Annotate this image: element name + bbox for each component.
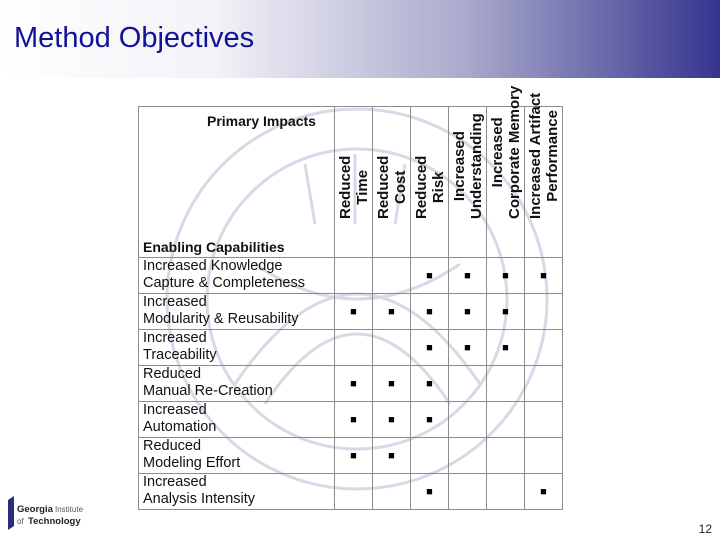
- capability-label: Reduced Modeling Effort: [139, 438, 335, 474]
- impact-mark: [487, 366, 525, 402]
- georgia-tech-logo: [6, 496, 116, 530]
- table-row: [139, 366, 563, 402]
- impact-mark: [487, 402, 525, 438]
- capability-label: Increased Knowledge Capture & Completeness: [139, 258, 335, 294]
- impact-mark: ■: [525, 258, 563, 294]
- svg-text:Institute: Institute: [55, 505, 84, 514]
- impact-mark: [335, 330, 373, 366]
- impact-mark: ■: [449, 258, 487, 294]
- header-band: [0, 0, 720, 78]
- capability-label: Increased Automation: [139, 402, 335, 438]
- impact-header-line1: Reduced: [374, 155, 392, 219]
- impact-header: [335, 107, 373, 258]
- impact-header-line1: Increased Artifact: [526, 92, 544, 219]
- capability-label: Increased Analysis Intensity: [139, 474, 335, 510]
- impact-header: [487, 85, 525, 258]
- impact-mark: ■: [487, 294, 525, 330]
- impact-mark: [525, 402, 563, 438]
- impact-header-line1: Increased: [450, 131, 468, 202]
- capability-label: Increased Traceability: [139, 330, 335, 366]
- impact-mark: [487, 438, 525, 474]
- impact-header-line2: Corporate Memory: [505, 85, 523, 219]
- impact-header: [449, 107, 487, 258]
- impact-header-line1: Reduced: [336, 155, 354, 219]
- impact-header-line2: Risk: [429, 171, 447, 204]
- capability-label: Reduced Manual Re-Creation: [139, 366, 335, 402]
- impact-matrix-table: [138, 85, 563, 510]
- table-row: [139, 402, 563, 438]
- table-row: [139, 294, 563, 330]
- impact-mark: [373, 474, 411, 510]
- impact-mark: ■: [411, 366, 449, 402]
- impact-header: [525, 92, 563, 258]
- impact-header-line2: Time: [353, 169, 371, 205]
- impact-mark: ■: [487, 258, 525, 294]
- impact-header-line2: Understanding: [467, 113, 485, 219]
- impact-header-line1: Reduced: [412, 155, 430, 219]
- capability-label: Increased Modularity & Reusability: [139, 294, 335, 330]
- impact-mark: ■: [373, 294, 411, 330]
- impact-mark: ■: [411, 330, 449, 366]
- impact-header-line2: Cost: [391, 170, 409, 204]
- page-number: 12: [698, 522, 712, 536]
- enabling-capabilities-label: Enabling Capabilities: [143, 239, 285, 255]
- table-row: [139, 438, 563, 474]
- matrix-corner-cell: [139, 107, 335, 258]
- svg-text:Technology: Technology: [28, 516, 81, 527]
- impact-mark: ■: [335, 294, 373, 330]
- impact-mark: [525, 330, 563, 366]
- impact-mark: ■: [411, 402, 449, 438]
- impact-mark: [525, 366, 563, 402]
- impact-mark: ■: [373, 438, 411, 474]
- impact-header: [411, 107, 449, 258]
- table-row: [139, 330, 563, 366]
- impact-mark: ■: [373, 366, 411, 402]
- impact-mark: [373, 330, 411, 366]
- impact-mark: ■: [449, 330, 487, 366]
- impact-mark: ■: [335, 438, 373, 474]
- impact-mark: ■: [411, 294, 449, 330]
- impact-mark: [525, 438, 563, 474]
- impact-mark: [335, 258, 373, 294]
- impact-header-line2: Performance: [543, 110, 561, 202]
- primary-impacts-label: Primary Impacts: [207, 113, 316, 129]
- slide-title: Method Objectives: [14, 22, 255, 54]
- impact-mark: [449, 438, 487, 474]
- table-row: [139, 474, 563, 510]
- impact-mark: [487, 474, 525, 510]
- impact-mark: [449, 366, 487, 402]
- impact-mark: [449, 474, 487, 510]
- impact-mark: [449, 402, 487, 438]
- impact-mark: [525, 294, 563, 330]
- impact-mark: ■: [335, 366, 373, 402]
- impact-mark: ■: [525, 474, 563, 510]
- impact-mark: ■: [411, 258, 449, 294]
- impact-mark: ■: [335, 402, 373, 438]
- impact-mark: ■: [487, 330, 525, 366]
- impact-mark: [373, 258, 411, 294]
- impact-mark: ■: [449, 294, 487, 330]
- impact-mark: [335, 474, 373, 510]
- impact-header-line1: Increased: [488, 117, 506, 188]
- impact-mark: ■: [373, 402, 411, 438]
- table-row: [139, 258, 563, 294]
- impact-mark: [411, 438, 449, 474]
- impact-mark: ■: [411, 474, 449, 510]
- impact-header: [373, 107, 411, 258]
- svg-text:of: of: [17, 517, 24, 526]
- svg-text:Georgia: Georgia: [17, 504, 53, 515]
